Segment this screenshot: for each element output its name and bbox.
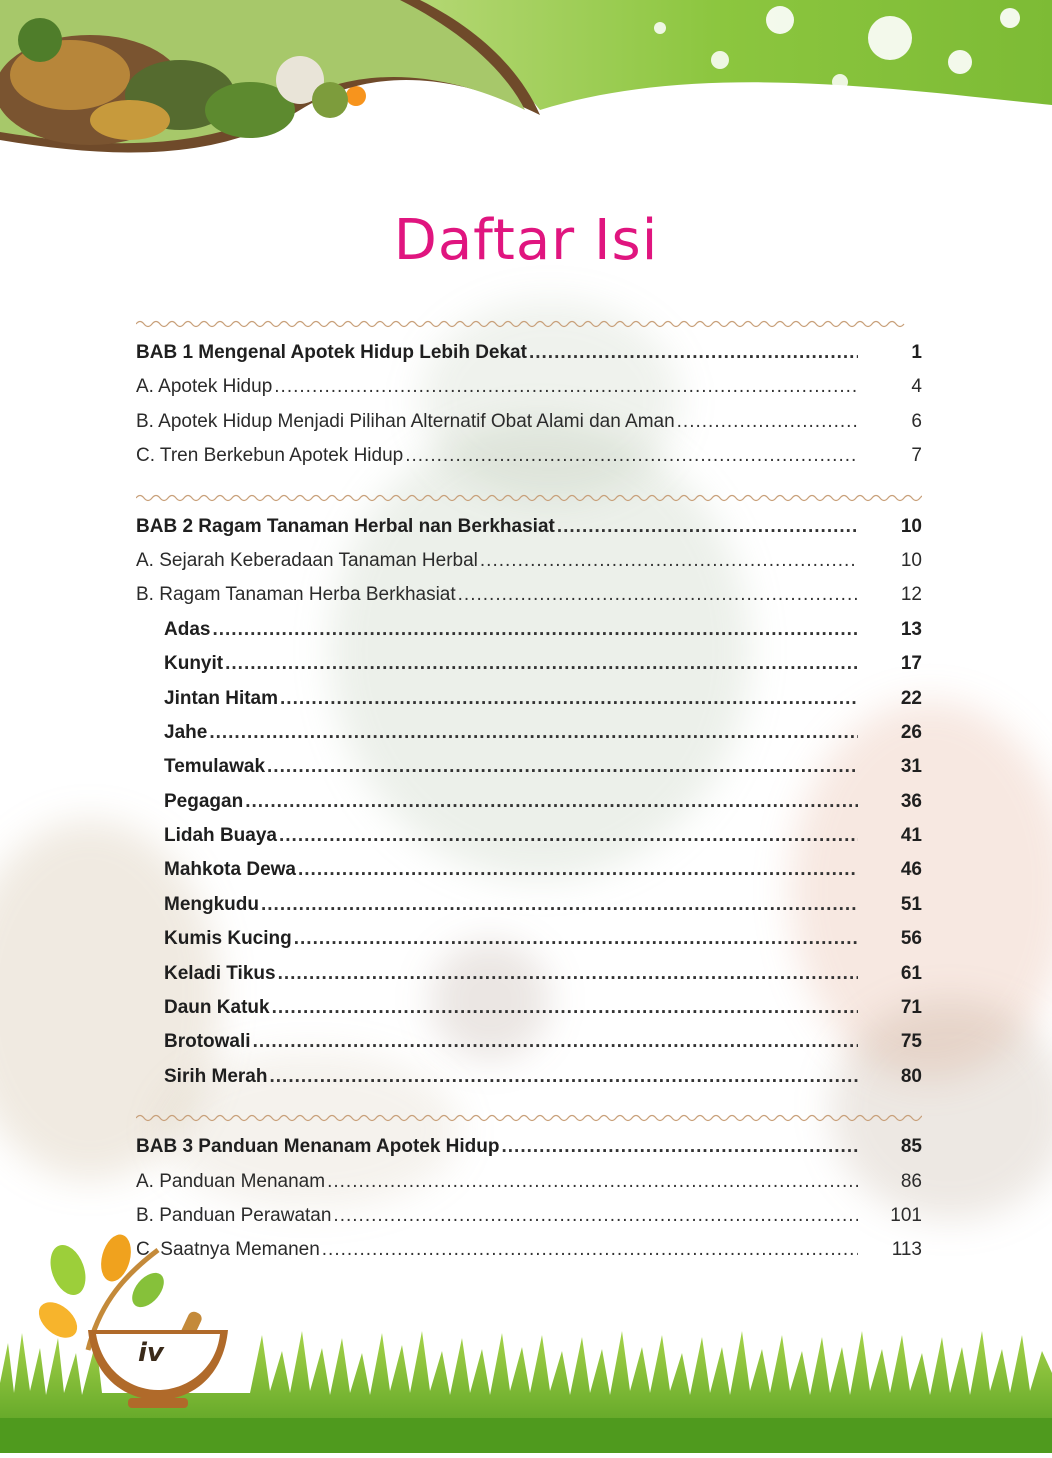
- table-of-contents: [136, 318, 922, 1286]
- dot-leader: [298, 853, 858, 887]
- toc-entry-label: C. Tren Berkebun Apotek Hidup: [136, 445, 404, 467]
- toc-entry-page: 6: [911, 410, 922, 432]
- dot-leader: [405, 439, 858, 473]
- dot-leader: [253, 1025, 858, 1059]
- toc-entry[interactable]: [136, 336, 922, 370]
- toc-entry[interactable]: [136, 1130, 922, 1164]
- toc-entry[interactable]: [136, 888, 922, 922]
- toc-entry-page: 101: [890, 1204, 922, 1226]
- toc-entry[interactable]: [136, 750, 922, 784]
- toc-entry-label: Daun Katuk: [164, 997, 270, 1019]
- toc-entry-page: 75: [900, 1031, 922, 1053]
- toc-entry[interactable]: [136, 957, 922, 991]
- toc-section-bab-1: [136, 318, 922, 474]
- toc-entry-label: Mengkudu: [164, 893, 259, 915]
- dot-leader: [294, 922, 858, 956]
- toc-entry[interactable]: [136, 785, 922, 819]
- toc-entry-page: 7: [911, 445, 922, 467]
- toc-entry-label: Pegagan: [164, 790, 244, 812]
- dot-leader: [269, 1060, 858, 1094]
- toc-entry-page: 86: [900, 1170, 922, 1192]
- toc-entry[interactable]: [136, 1025, 922, 1059]
- toc-entry-label: BAB 2 Ragam Tanaman Herbal nan Berkhasiat: [136, 515, 555, 537]
- dot-leader: [212, 613, 858, 647]
- toc-entry[interactable]: [136, 682, 922, 716]
- toc-entry-label: Kumis Kucing: [164, 928, 292, 950]
- dot-leader: [458, 578, 858, 612]
- mortar-pestle-logo: [28, 1230, 238, 1420]
- toc-entry[interactable]: [136, 544, 922, 578]
- toc-entry-label: Mahkota Dewa: [164, 859, 296, 881]
- toc-entry-label: C. Saatnya Memanen: [136, 1239, 320, 1261]
- dot-leader: [278, 957, 858, 991]
- toc-entry-label: Keladi Tikus: [164, 962, 276, 984]
- toc-entry-page: 85: [900, 1136, 922, 1158]
- toc-entry-label: BAB 3 Panduan Menanam Apotek Hidup: [136, 1136, 500, 1158]
- dot-leader: [209, 716, 858, 750]
- toc-entry-page: 41: [900, 825, 922, 847]
- toc-entry[interactable]: [136, 819, 922, 853]
- toc-entry[interactable]: [136, 613, 922, 647]
- dot-leader: [279, 819, 858, 853]
- toc-entry-page: 71: [900, 997, 922, 1019]
- toc-entry-page: 1: [911, 342, 922, 363]
- toc-entry[interactable]: [136, 1165, 922, 1199]
- toc-entry[interactable]: [136, 716, 922, 750]
- toc-entry-label: A. Panduan Menanam: [136, 1170, 326, 1192]
- toc-entry-page: 10: [900, 549, 922, 571]
- dot-leader: [502, 1130, 859, 1164]
- toc-entry-label: Temulawak: [164, 756, 266, 778]
- header-banner: [0, 0, 1052, 170]
- toc-entry[interactable]: [136, 853, 922, 887]
- dot-leader: [677, 405, 858, 439]
- toc-entry-label: Jahe: [164, 721, 208, 743]
- toc-entry[interactable]: [136, 991, 922, 1025]
- toc-entry[interactable]: [136, 647, 922, 681]
- toc-entry-page: 26: [900, 721, 922, 743]
- toc-entry-page: 12: [900, 584, 922, 606]
- dot-leader: [327, 1165, 858, 1199]
- toc-entry-label: Adas: [164, 618, 211, 640]
- toc-entry-page: 4: [911, 376, 922, 398]
- toc-entry-label: Kunyit: [164, 653, 224, 675]
- wavy-divider: [136, 1112, 922, 1124]
- wavy-divider: [136, 318, 922, 330]
- toc-entry[interactable]: [136, 370, 922, 404]
- toc-entry-label: A. Sejarah Keberadaan Tanaman Herbal: [136, 549, 478, 571]
- toc-entry[interactable]: [136, 510, 922, 544]
- toc-entry-page: 51: [900, 893, 922, 915]
- toc-entry-page: 17: [900, 653, 922, 675]
- toc-entry-page: 10: [900, 515, 922, 537]
- dot-leader: [529, 336, 858, 370]
- dot-leader: [225, 647, 858, 681]
- toc-entry-label: Lidah Buaya: [164, 825, 277, 847]
- dot-leader: [480, 544, 858, 578]
- toc-entry-label: A. Apotek Hidup: [136, 376, 273, 398]
- dot-leader: [274, 370, 858, 404]
- toc-entry-page: 46: [900, 859, 922, 881]
- toc-entry-page: 31: [900, 756, 922, 778]
- dot-leader: [245, 785, 858, 819]
- dot-leader: [272, 991, 858, 1025]
- dot-leader: [557, 510, 858, 544]
- toc-entry-page: 61: [900, 962, 922, 984]
- dot-leader: [261, 888, 858, 922]
- toc-entry[interactable]: [136, 439, 922, 473]
- toc-entry-page: 22: [900, 687, 922, 709]
- toc-entry-label: B. Apotek Hidup Menjadi Pilihan Alternatif Obat Alami dan Aman: [136, 410, 675, 432]
- toc-section-bab-2: [136, 492, 922, 1095]
- toc-entry[interactable]: [136, 1060, 922, 1094]
- page-title: Daftar Isi: [393, 208, 659, 273]
- toc-entry-label: Sirih Merah: [164, 1065, 268, 1087]
- toc-entry-page: 113: [891, 1239, 922, 1261]
- toc-entry[interactable]: [136, 578, 922, 612]
- toc-entry[interactable]: [136, 405, 922, 439]
- toc-entry-label: B. Ragam Tanaman Herba Berkhasiat: [136, 584, 456, 606]
- toc-entry-label: Brotowali: [164, 1031, 251, 1053]
- toc-entry-page: 80: [900, 1065, 922, 1087]
- dot-leader: [280, 682, 858, 716]
- toc-entry-label: B. Panduan Perawatan: [136, 1204, 332, 1226]
- toc-entry-page: 13: [900, 618, 922, 640]
- dot-leader: [267, 750, 858, 784]
- page-number: iv: [138, 1338, 164, 1368]
- toc-entry-page: 56: [900, 928, 922, 950]
- toc-entry-page: 36: [900, 790, 922, 812]
- wavy-divider: [136, 492, 922, 504]
- toc-entry[interactable]: [136, 922, 922, 956]
- toc-entry-label: BAB 1 Mengenal Apotek Hidup Lebih Dekat: [136, 342, 527, 363]
- toc-entry-label: Jintan Hitam: [164, 687, 279, 709]
